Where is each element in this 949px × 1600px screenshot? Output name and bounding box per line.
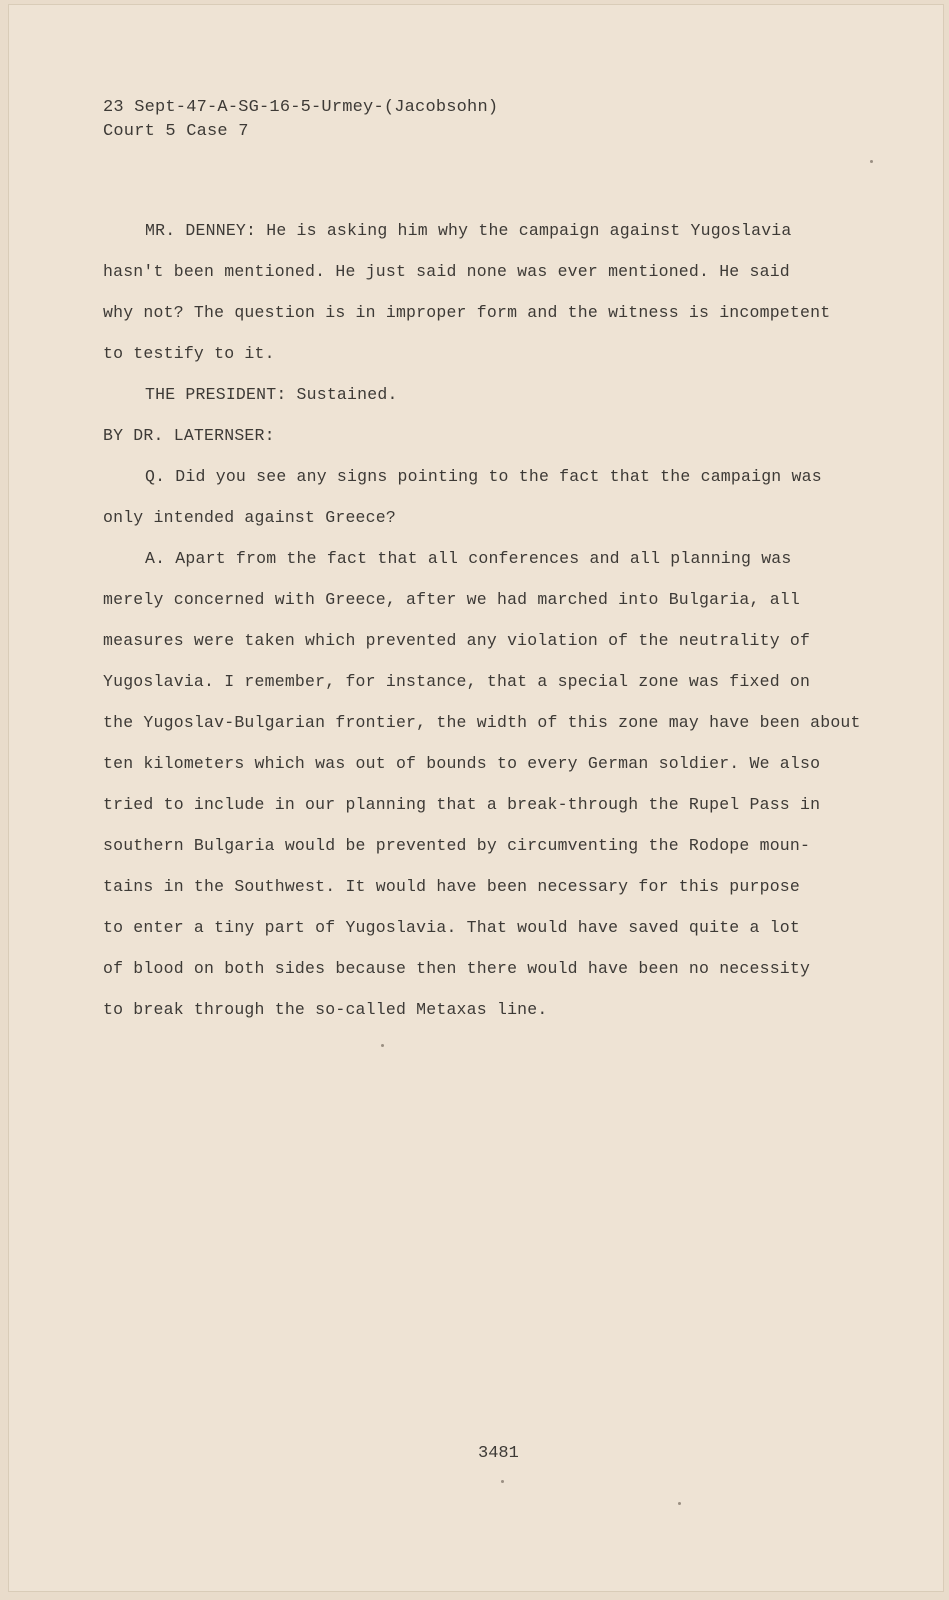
- paper-speck: [381, 1044, 384, 1047]
- transcript-line: MR. DENNEY: He is asking him why the campaign against Yugoslavia: [145, 221, 792, 240]
- paper-speck: [870, 160, 873, 163]
- transcript-line: tried to include in our planning that a break-through the Rupel Pass in: [103, 795, 821, 814]
- transcript-line: BY DR. LATERNSER:: [103, 426, 275, 445]
- transcript-line: to testify to it.: [103, 344, 275, 363]
- paper-speck: [678, 1502, 681, 1505]
- transcript-body: [103, 210, 873, 1030]
- transcript-line: THE PRESIDENT: Sustained.: [145, 385, 398, 404]
- document-page: [8, 4, 944, 1592]
- transcript-line: ten kilometers which was out of bounds to every German soldier. We also: [103, 754, 821, 773]
- transcript-line: measures were taken which prevented any violation of the neutrality of: [103, 631, 811, 650]
- transcript-line: to break through the so-called Metaxas line.: [103, 1000, 548, 1019]
- transcript-line: southern Bulgaria would be prevented by circumventing the Rodope moun-: [103, 836, 811, 855]
- transcript-line: why not? The question is in improper form and the witness is incompetent: [103, 303, 831, 322]
- paper-speck: [501, 1480, 504, 1483]
- transcript-line: merely concerned with Greece, after we had marched into Bulgaria, all: [103, 590, 801, 609]
- transcript-line: of blood on both sides because then there would have been no necessity: [103, 959, 811, 978]
- header-court-line: Court 5 Case 7: [103, 122, 249, 141]
- transcript-line: Yugoslavia. I remember, for instance, that a special zone was fixed on: [103, 672, 811, 691]
- transcript-line: A. Apart from the fact that all conferences and all planning was: [145, 549, 792, 568]
- document-header: [103, 96, 498, 144]
- transcript-line: Q. Did you see any signs pointing to the fact that the campaign was: [145, 467, 822, 486]
- page-number: 3481: [478, 1444, 519, 1463]
- transcript-line: hasn't been mentioned. He just said none was ever mentioned. He said: [103, 262, 790, 281]
- transcript-line: the Yugoslav-Bulgarian frontier, the width of this zone may have been about: [103, 713, 861, 732]
- transcript-line: tains in the Southwest. It would have been necessary for this purpose: [103, 877, 801, 896]
- transcript-line: to enter a tiny part of Yugoslavia. That would have saved quite a lot: [103, 918, 801, 937]
- header-reference-line: 23 Sept-47-A-SG-16-5-Urmey-(Jacobsohn): [103, 98, 499, 117]
- transcript-line: only intended against Greece?: [103, 508, 396, 527]
